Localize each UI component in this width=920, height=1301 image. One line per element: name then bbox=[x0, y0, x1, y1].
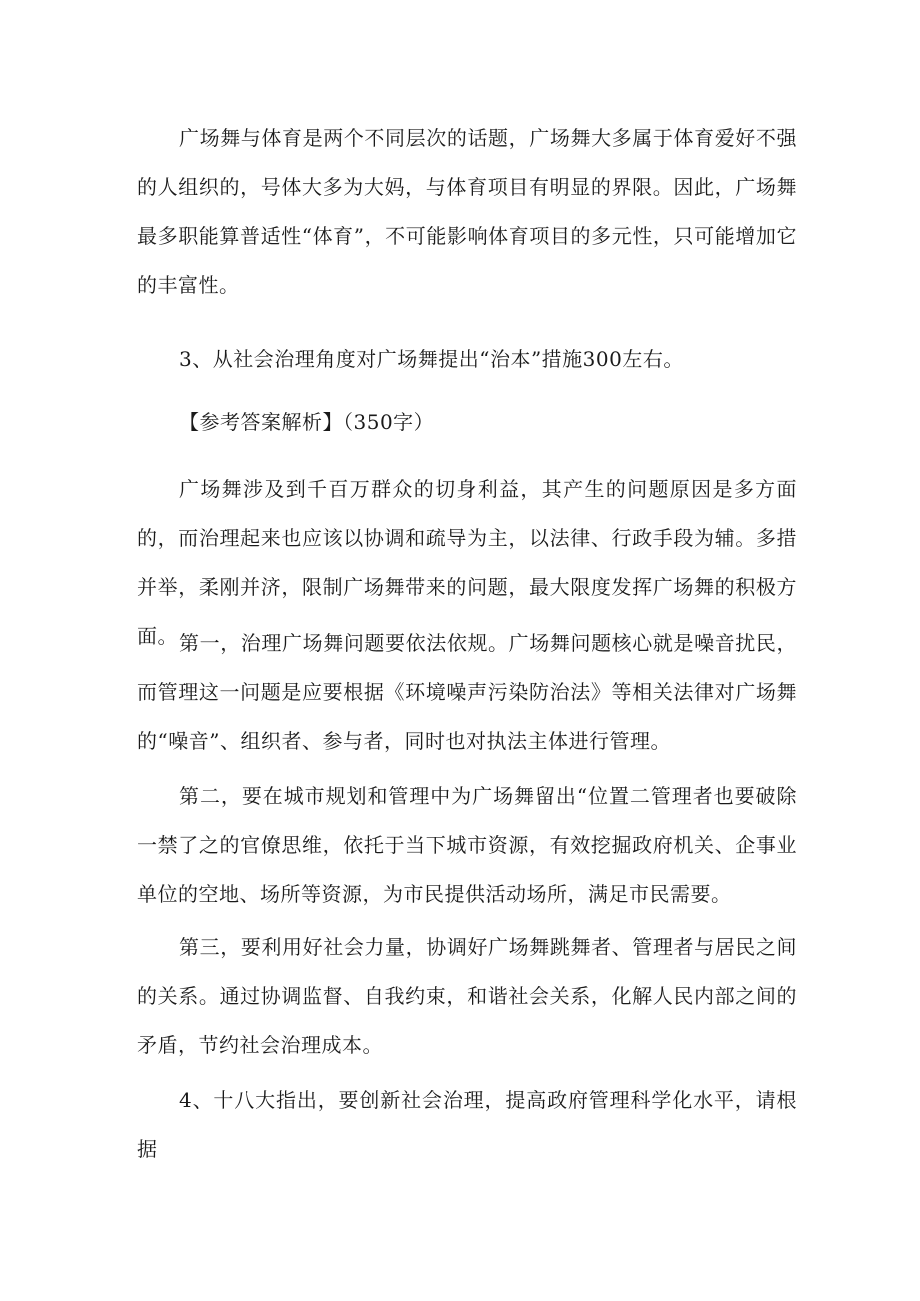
paragraph-square-dance-vs-sports: 广场舞与体育是两个不同层次的话题，广场舞大多属于体育爱好不强的人组织的，号体大多为大妈，与体育项目有明显的界限。因此，广场舞最多职能算普适性“体育”，不可能影响体育项目的多元性，只可能增加它的丰富性。 bbox=[137, 126, 797, 297]
question-4-heading: 4、十八大指出，要创新社会治理，提高政府管理科学化水平，请根据 bbox=[137, 1088, 797, 1161]
paragraph-third-measure: 第三，要利用好社会力量，协调好广场舞跳舞者、管理者与居民之间的关系。通过协调监督、自我约束，和谐社会关系，化解人民内部之间的矛盾，节约社会治理成本。 bbox=[137, 935, 797, 1057]
answer-analysis-heading: 【参考答案解析】（350字） bbox=[179, 410, 435, 434]
paragraph-second-measure: 第二，要在城市规划和管理中为广场舞留出“位置二管理者也要破除一禁了之的官僚思维，依托于当下城市资源，有效挖掘政府机关、企事业单位的空地、场所等资源，为市民提供活动场所，满足市民需要。 bbox=[137, 784, 797, 906]
paragraph-first-measure: 第一，治理广场舞问题要依法依规。广场舞问题核心就是噪音扰民，而管理这一问题是应要根据《环境噪声污染防治法》等相关法律对广场舞的“噪音”、组织者、参与者，同时也对执法主体进行管理。 bbox=[137, 631, 797, 753]
paragraph-governance-overview: 广场舞涉及到千百万群众的切身利益，其产生的问题原因是多方面的，而治理起来也应该以协调和疏导为主，以法律、行政手段为辅。多措并举，柔刚并济，限制广场舞带来的问题，最大限度发挥广场舞的积极方面。 bbox=[137, 477, 797, 648]
question-3-heading: 3、从社会治理角度对广场舞提出“治本”措施300左右。 bbox=[179, 347, 684, 371]
